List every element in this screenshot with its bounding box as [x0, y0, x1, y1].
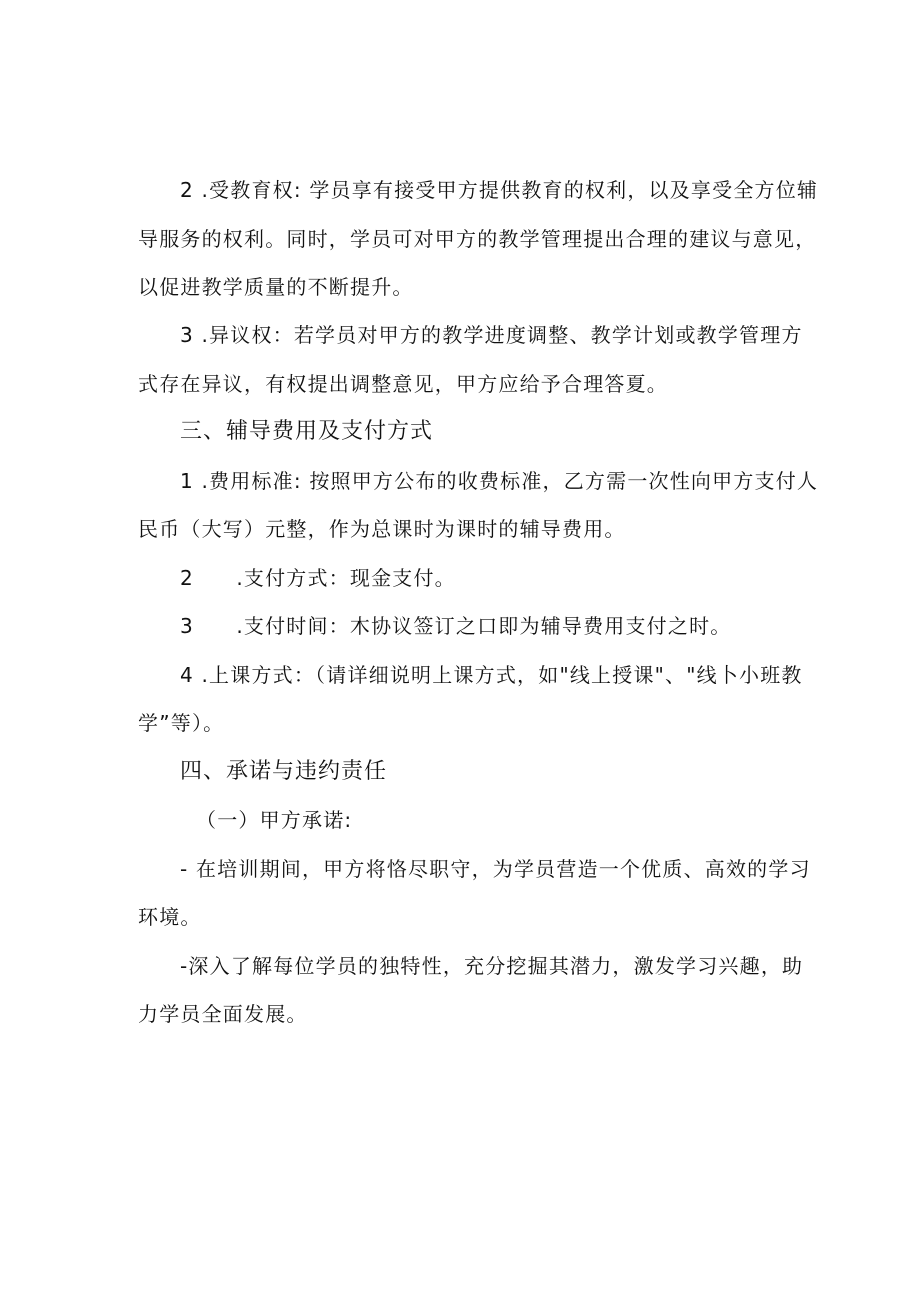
- right-2-line-1: 2 .受教育权: 学员享有接受甲方提供教育的权利，以及享受全方位辅: [180, 178, 819, 202]
- section-4-heading: 四、承诺与违约责任: [180, 759, 388, 784]
- promise-1-line-2: 环境。: [138, 905, 202, 929]
- promise-2-line-1: -深入了解每位学员的独特性，充分挖掘其潜力，激发学习兴趣，助: [180, 954, 804, 978]
- fee-1-line-1: 1 .费用标准: 按照甲方公布的收费标准，乙方需一次性向甲方支付人: [180, 469, 819, 493]
- promise-1-line-1: - 在培训期间，甲方将恪尽职守，为学员营造一个优质、高效的学习: [180, 857, 811, 881]
- fee-3-line: 3 .支付时间：木协议签订之口即为辅导费用支付之时。: [180, 614, 732, 638]
- right-2-line-3: 以促进教学质量的不断提升。: [138, 275, 414, 299]
- right-3-line-1: 3 .异议权：若学员对甲方的教学进度调整、教学计划或教学管理方: [180, 323, 803, 347]
- fee-2-line: 2 .支付方式：现金支付。: [180, 566, 456, 590]
- fee-4-line-1: 4 .上课方式：（请详细说明上课方式，如"线上授课"、"线卜小班教: [180, 663, 803, 687]
- right-2-line-2: 导服务的权利。同时，学员可对甲方的教学管理提出合理的建议与意见，: [138, 227, 817, 251]
- right-3-line-2: 式存在异议，有权提出调整意见，甲方应给予合理答夏。: [138, 372, 668, 396]
- promise-2-line-2: 力学员全面发展。: [138, 1002, 308, 1026]
- fee-4-line-2: 学”等）。: [138, 711, 225, 735]
- party-a-heading: （一）甲方承诺:: [196, 808, 353, 832]
- fee-1-line-2: 民币（大写）元整，作为总课时为课时的辅导费用。: [138, 517, 626, 541]
- section-3-heading: 三、辅导费用及支付方式: [180, 419, 434, 444]
